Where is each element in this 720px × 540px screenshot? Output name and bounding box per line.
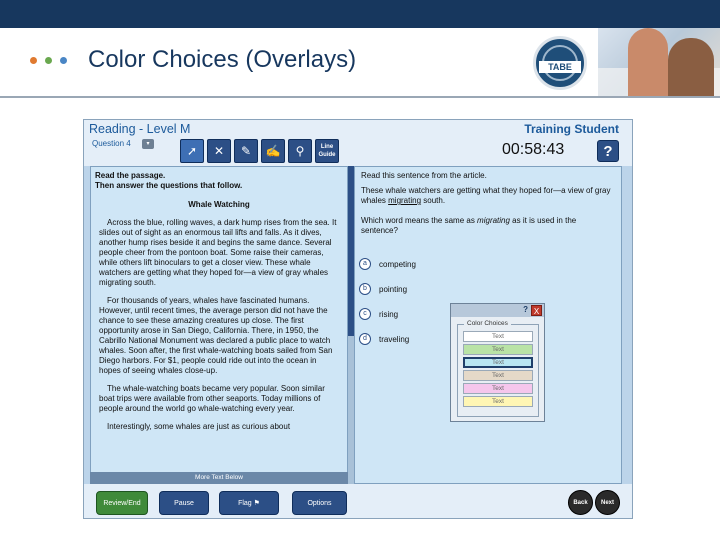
color-choices-legend: Color Choices [464,320,511,327]
options-button[interactable]: Options [292,491,347,515]
blue-dot-icon [60,57,67,64]
pointer-icon[interactable]: ➚ [180,139,204,163]
question-number: Question 4 [92,139,131,148]
pause-button[interactable]: Pause [159,491,209,515]
magnifier-icon[interactable]: ⚲ [288,139,312,163]
passage-pane[interactable] [90,166,348,484]
quote-underlined-word: migrating [388,196,422,205]
choice-text: traveling [379,334,410,344]
green-dot-icon [45,57,52,64]
color-swatch[interactable]: Text [463,396,533,407]
orange-dot-icon [30,57,37,64]
color-choices-dialog [450,303,545,422]
footer-bar [84,484,632,531]
question-quote [361,186,615,206]
choice-text: competing [379,259,416,269]
passage-instruction: Read the passage. [95,171,166,180]
top-bar [0,0,720,28]
logo-text: TABE [539,61,581,73]
answer-eliminator-icon[interactable]: ✕ [207,139,231,163]
passage-paragraph: For thousands of years, whales have fascinated humans. However, until recent times, the average person did not have the chance to see these amazing creatures up close. The first opportunity arose in San Diego, California. There, in 1950, the Cabrillo National Monument was declared a public place to watch whales. Soon after, the first whale-watching boats sailed from San Diego harbors. For $1, people could ride out into the ocean in hopes of seeing whales close-up. [99,296,333,375]
dialog-title-bar[interactable] [451,304,544,317]
dialog-help-icon[interactable]: ? [523,305,528,314]
student-name: Training Student [524,122,619,136]
color-swatch[interactable]: Text [463,383,533,394]
choice-bubble[interactable]: b [359,283,371,295]
ask-text-end: as it is used in the sentence? [361,216,577,235]
color-choices-group [457,320,539,417]
header-photo [598,28,720,98]
choice-bubble[interactable]: c [359,308,371,320]
tabe-logo [533,36,587,90]
help-button[interactable]: ? [597,140,619,162]
title-dots [30,57,67,64]
question-ask [361,216,615,236]
question-prompt: Read this sentence from the article. [361,171,487,180]
app-header [84,120,632,166]
color-swatch[interactable]: Text [463,344,533,355]
flag-label: Flag [238,500,252,507]
close-icon[interactable]: X [531,305,542,316]
answer-choice[interactable] [359,307,398,321]
choice-text: pointing [379,284,408,294]
more-text-indicator: More Text Below [90,472,348,484]
passage-paragraph: Across the blue, rolling waves, a dark hump rises from the sea. It slides out of sight as an enormous tail lifts and falls. As it dives, another hump rises beside it and begins the same dance. Several people cheer from the pontoon boat. Some raise their cameras, while others lift binoculars to get a closer view. These whale watchers are getting what they hoped for—a view of gray whales migrating south. [99,218,337,287]
answer-choice[interactable] [359,332,409,346]
toolbar [180,139,339,163]
header-divider [0,96,720,98]
line-guide-button[interactable]: Line Guide [315,139,339,163]
highlighter-icon[interactable]: ✎ [234,139,258,163]
color-swatch[interactable]: Text [463,331,533,342]
ask-italic-word: migrating [477,216,510,225]
choice-bubble[interactable]: a [359,258,371,270]
level-title: Reading - Level M [89,122,191,136]
photo-person-right [668,38,714,98]
test-app-window [83,119,633,531]
review-end-test-button[interactable]: Review/End Test [96,491,148,515]
choice-bubble[interactable]: d [359,333,371,345]
slide-title: Color Choices (Overlays) [88,46,357,73]
quote-text: These whale watchers are getting what they hoped for—a view of gray whales [361,186,611,205]
answer-choice[interactable] [359,257,416,271]
flag-button[interactable] [219,491,279,515]
question-dropdown-icon[interactable]: ▾ [142,139,154,149]
passage-title: Whale Watching [188,200,250,209]
answer-choice[interactable] [359,282,407,296]
next-button[interactable]: Next [595,490,620,515]
color-swatch[interactable]: Text [463,357,533,368]
ask-text: Which word means the same as [361,216,478,225]
flag-icon: ⚑ [253,500,260,507]
choice-text: rising [379,309,399,319]
timer: 00:58:43 [502,141,565,158]
passage-instruction: Then answer the questions that follow. [95,181,243,190]
passage-paragraph: The whale-watching boats became very popular. Soon similar boat trips were available from other seaports. Today millions of people around the world go whale-watching every year. [99,384,325,413]
photo-person-left [628,28,668,98]
back-button[interactable]: Back [568,490,593,515]
notepad-icon[interactable]: ✍ [261,139,285,163]
passage-paragraph: Interestingly, some whales are just as curious about [107,422,291,431]
color-swatch[interactable]: Text [463,370,533,381]
quote-text-end: south. [421,196,446,205]
